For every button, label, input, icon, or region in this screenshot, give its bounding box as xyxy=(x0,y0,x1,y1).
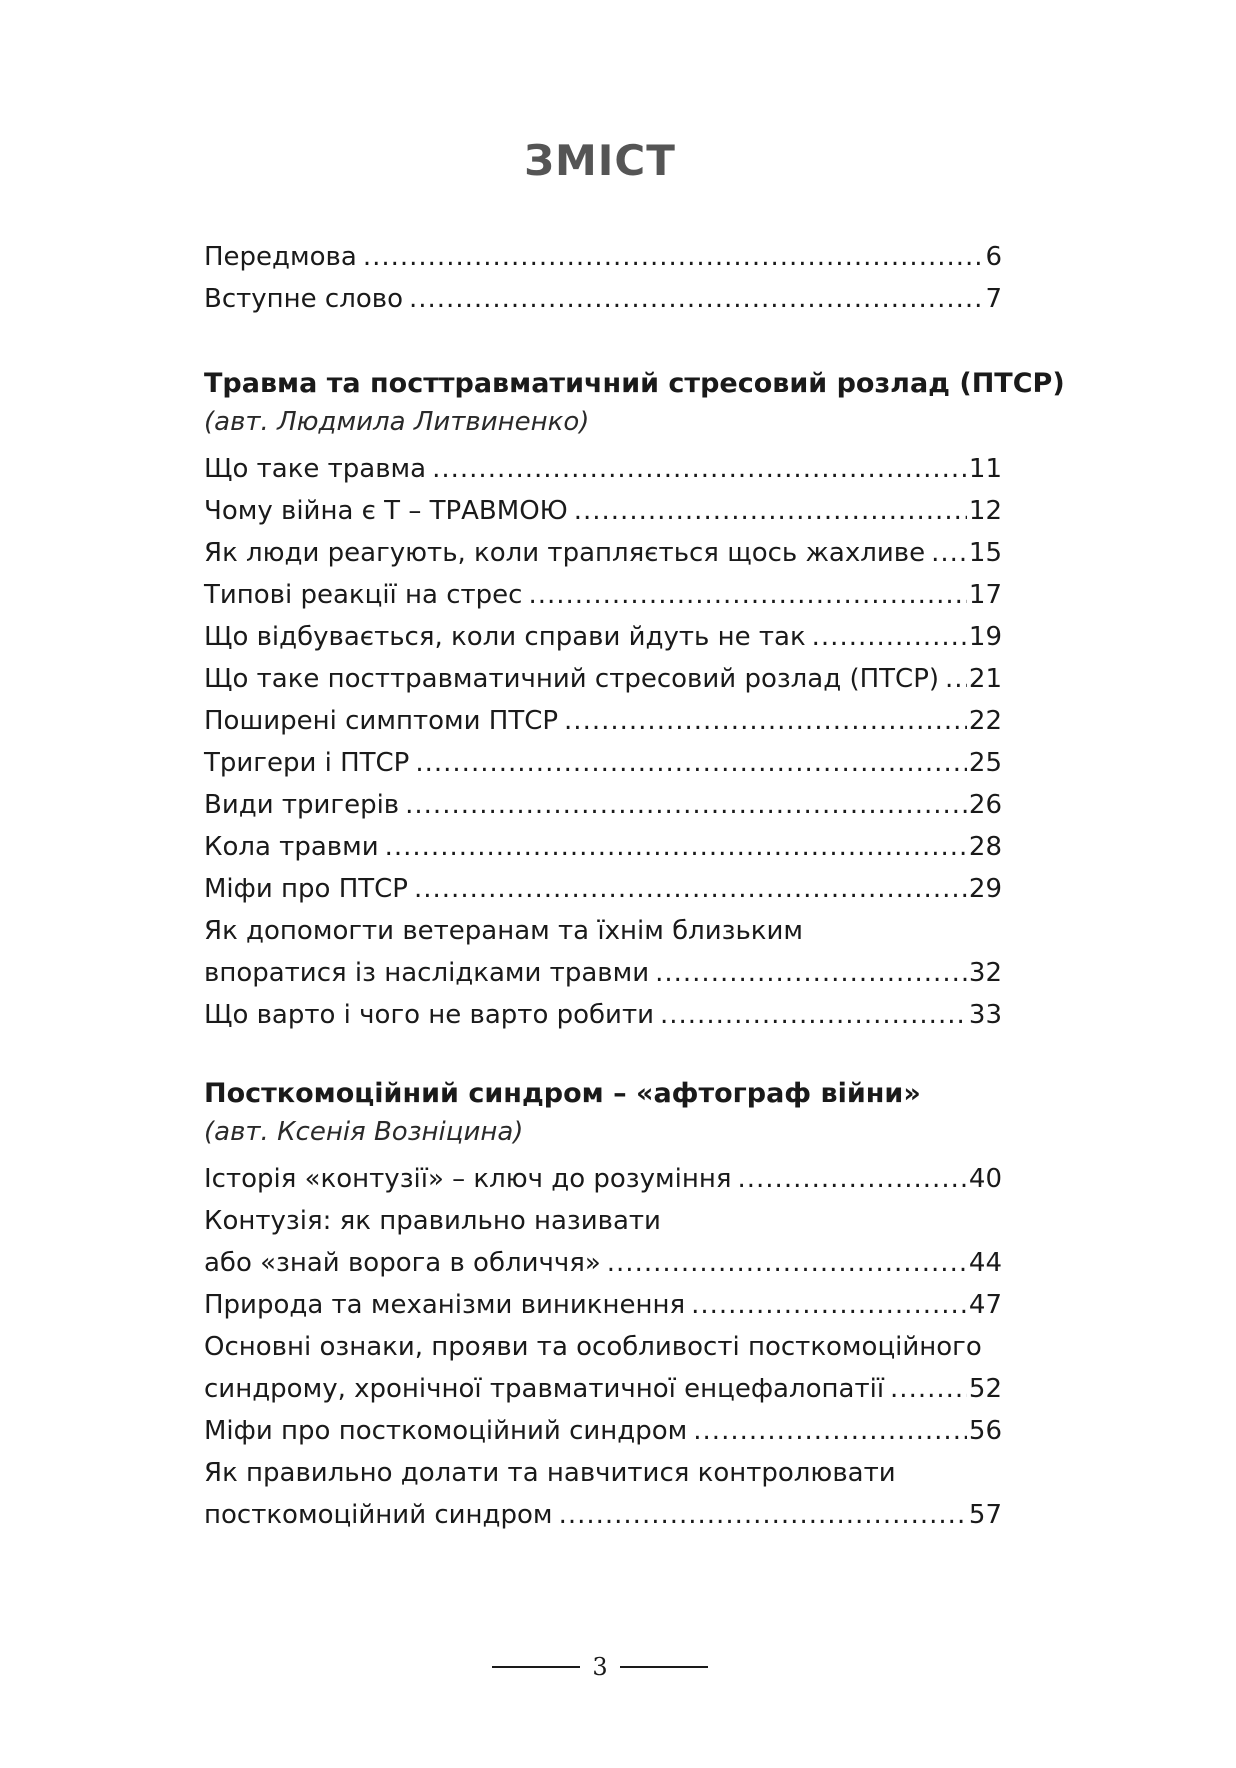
toc-entry-title: Що відбувається, коли справи йдуть не так xyxy=(204,622,806,652)
toc-entry xyxy=(204,868,1002,910)
page-number: 3 xyxy=(592,1653,608,1681)
toc-entry xyxy=(204,1158,1002,1200)
dot-leader xyxy=(363,236,984,278)
section-heading: Травма та посттравматичний стресовий розлад (ПТСР) xyxy=(204,368,1065,399)
toc-entry-page: 21 xyxy=(968,664,1002,694)
page-footer xyxy=(0,1653,1200,1681)
dot-leader xyxy=(528,574,966,616)
toc-entry-page: 28 xyxy=(968,832,1002,862)
toc-entry-page: 17 xyxy=(968,580,1002,610)
toc-entry-title: Як люди реагують, коли трапляється щось жахливе xyxy=(204,538,926,568)
toc-section xyxy=(204,1076,1002,1536)
toc-entry-page: 32 xyxy=(968,958,1002,988)
section-author: (авт. Ксенія Возніцина) xyxy=(204,1117,524,1147)
section-heading: Посткомоційний синдром – «афтограф війни» xyxy=(204,1078,921,1109)
dot-leader xyxy=(415,742,967,784)
dot-leader xyxy=(890,1368,967,1410)
dot-leader xyxy=(945,658,967,700)
toc-entry-title: посткомоційний синдром xyxy=(204,1500,553,1530)
toc-entry-page: 57 xyxy=(968,1500,1002,1530)
toc-entry-title: Типові реакції на стрес xyxy=(204,580,523,610)
toc-entry-page: 44 xyxy=(968,1248,1002,1278)
toc-entry-title: Міфи про ПТСР xyxy=(204,874,408,904)
toc-entry-page: 11 xyxy=(968,454,1002,484)
toc-entry-page: 26 xyxy=(968,790,1002,820)
toc-entry xyxy=(204,1494,1002,1536)
toc-entry xyxy=(204,994,1002,1036)
toc-entry-title: Що таке травма xyxy=(204,454,427,484)
toc-entry-page: 25 xyxy=(968,748,1002,778)
toc-entry-title: Види тригерів xyxy=(204,790,400,820)
section-author: (авт. Людмила Литвиненко) xyxy=(204,407,590,437)
toc-entry xyxy=(204,616,1002,658)
dot-leader xyxy=(405,784,967,826)
toc-entry xyxy=(204,742,1002,784)
toc-entry-title: Історія «контузії» – ключ до розуміння xyxy=(204,1164,732,1194)
dot-leader xyxy=(432,448,967,490)
toc-entry-title: впоратися із наслідками травми xyxy=(204,958,650,988)
toc-entry xyxy=(204,1410,1002,1452)
dot-leader xyxy=(691,1284,967,1326)
toc-entry xyxy=(204,236,1002,278)
dot-leader xyxy=(738,1158,967,1200)
toc-entry xyxy=(204,278,1002,320)
toc-entry-title: Міфи про посткомоційний синдром xyxy=(204,1416,688,1446)
toc-entry-line: Як допомогти ветеранам та їхнім близьким xyxy=(204,916,803,946)
toc-entry xyxy=(204,1242,1002,1284)
toc-entry-page: 19 xyxy=(968,622,1002,652)
toc-entry xyxy=(204,952,1002,994)
toc-entry xyxy=(204,658,1002,700)
toc-entry-line: Основні ознаки, прояви та особливості посткомоційного xyxy=(204,1332,982,1362)
dot-leader xyxy=(385,826,967,868)
toc-entry xyxy=(204,700,1002,742)
toc-entry xyxy=(204,784,1002,826)
toc-entry xyxy=(204,574,1002,616)
dot-leader xyxy=(559,1494,967,1536)
toc-entry-page: 7 xyxy=(985,284,1002,314)
toc-entry-title: Що варто і чого не варто робити xyxy=(204,1000,654,1030)
footer-rule-right xyxy=(620,1666,708,1668)
toc-entry-page: 40 xyxy=(968,1164,1002,1194)
dot-leader xyxy=(812,616,967,658)
front-matter xyxy=(204,236,1002,320)
toc-entry-page: 52 xyxy=(968,1374,1002,1404)
toc-entry-page: 33 xyxy=(968,1000,1002,1030)
toc-entry-page: 12 xyxy=(968,496,1002,526)
toc-entry-title: Тригери і ПТСР xyxy=(204,748,410,778)
toc-entry-page: 47 xyxy=(968,1290,1002,1320)
toc-entry xyxy=(204,1368,1002,1410)
dot-leader xyxy=(574,490,967,532)
toc-entry-title: Вступне слово xyxy=(204,284,403,314)
dot-leader xyxy=(660,994,967,1036)
toc-entry-title: Передмова xyxy=(204,242,357,272)
dot-leader xyxy=(693,1410,967,1452)
toc-entry-title: Природа та механізми виникнення xyxy=(204,1290,686,1320)
dot-leader xyxy=(655,952,967,994)
toc-entry-page: 6 xyxy=(985,242,1002,272)
toc-section xyxy=(204,366,1065,1036)
footer-rule-left xyxy=(492,1666,580,1668)
toc-entry-title: синдрому, хронічної травматичної енцефалопатії xyxy=(204,1374,885,1404)
toc-entry xyxy=(204,826,1002,868)
toc-entry-title: Поширені симптоми ПТСР xyxy=(204,706,559,736)
toc-entry-page: 15 xyxy=(968,538,1002,568)
toc-entry-line: Як правильно долати та навчитися контролювати xyxy=(204,1458,896,1488)
toc-entry-page: 22 xyxy=(968,706,1002,736)
toc-sections xyxy=(204,366,1065,1536)
toc-entry xyxy=(204,490,1002,532)
dot-leader xyxy=(607,1242,967,1284)
page-title: ЗМІСТ xyxy=(524,136,676,185)
toc-entry-title: Кола травми xyxy=(204,832,379,862)
toc-entry-line: Контузія: як правильно називати xyxy=(204,1206,661,1236)
dot-leader xyxy=(564,700,967,742)
toc-entry-page: 29 xyxy=(968,874,1002,904)
toc-entry-title: або «знай ворога в обличчя» xyxy=(204,1248,601,1278)
dot-leader xyxy=(414,868,967,910)
toc-entry xyxy=(204,448,1002,490)
dot-leader xyxy=(931,532,967,574)
table-of-contents xyxy=(204,236,1065,1576)
toc-entry-title: Чому війна є Т – ТРАВМОЮ xyxy=(204,496,568,526)
toc-entry-title: Що таке посттравматичний стресовий розлад (ПТСР) xyxy=(204,664,940,694)
toc-entry-page: 56 xyxy=(968,1416,1002,1446)
toc-entry xyxy=(204,1284,1002,1326)
toc-entry xyxy=(204,532,1002,574)
dot-leader xyxy=(409,278,983,320)
